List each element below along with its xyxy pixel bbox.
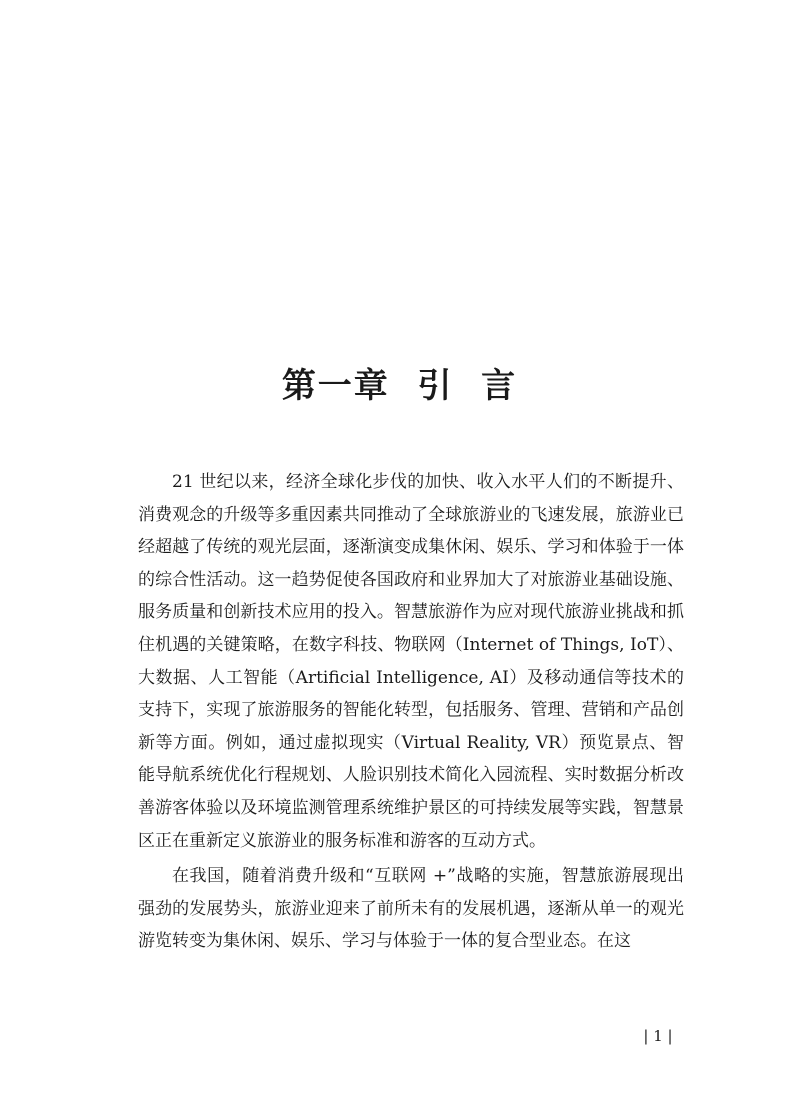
paragraph-china: 在我国，随着消费升级和“互联网 +”战略的实施，智慧旅游展现出强劲的发展势头，旅游业迎来了前所未有的发展机遇，逐渐从单一的观光游览转变为集休闲、娱乐、学习与体验于一体的复合型业态。在这 [138, 866, 684, 952]
body-text [138, 466, 684, 958]
paragraph-intro: 21 世纪以来，经济全球化步伐的加快、收入水平人们的不断提升、消费观念的升级等多重因素共同推动了全球旅游业的飞速发展，旅游业已经超越了传统的观光层面，逐渐演变成集休闲、娱乐、学习和体验于一体的综合性活动。这一趋势促使各国政府和业界加大了对旅游业基础设施、服务质量和创新技术应用的投入。智慧旅游作为应对现代旅游业挑战和抓住机遇的关键策略，在数字科技、物联网（Internet of Things, IoT）、大数据、人工智能（Artificial Intelligence, AI）及移动通信等技术的支持下，实现了旅游服务的智能化转型，包括服务、管理、营销和产品创新等方面。例如，通过虚拟现实（Virtual Reality, VR）预览景点、智能导航系统优化行程规划、人脸识别技术简化入园流程、实时数据分析改善游客体验以及环境监测管理系统维护景区的可持续发展等实践，智慧景区正在重新定义旅游业的服务标准和游客的互动方式。 [138, 472, 684, 851]
page-number: | 1 | [643, 1027, 673, 1045]
chapter-title: 第一章 引 言 [281, 366, 518, 406]
